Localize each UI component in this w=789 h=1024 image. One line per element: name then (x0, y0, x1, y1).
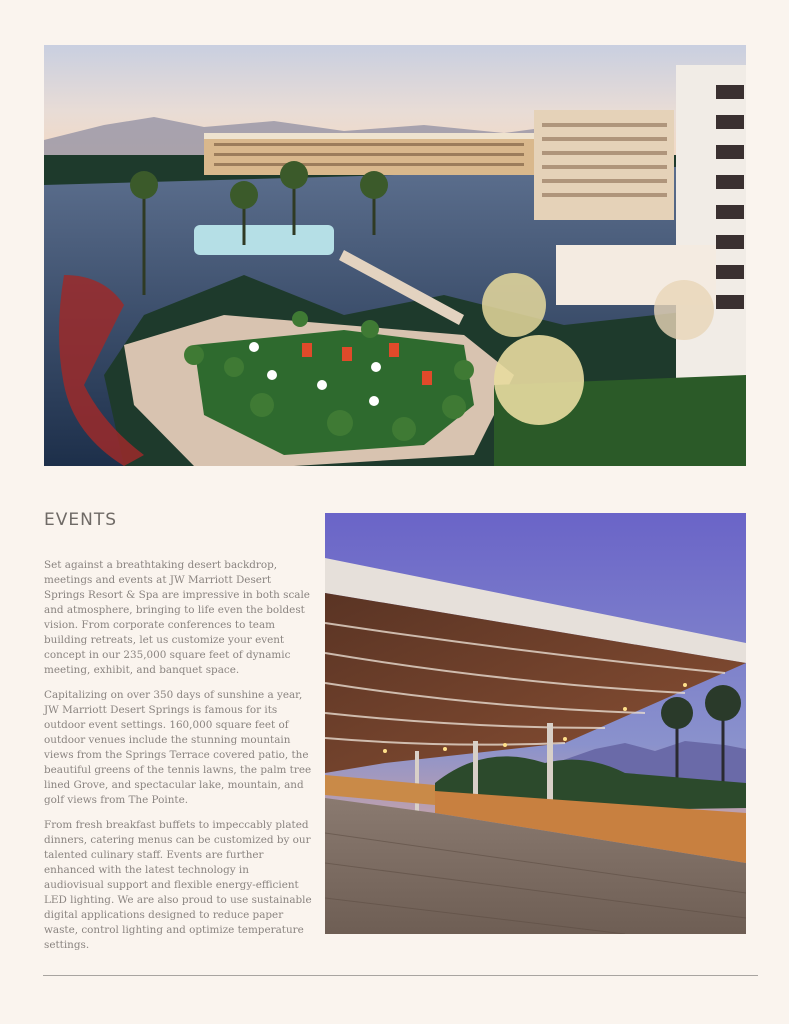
events-description (44, 558, 312, 963)
events-paragraph: Set against a breathtaking desert backdrop, meetings and events at JW Marriott Desert Springs Resort & Spa are impressive in both scale and atmosphere, bringing to life even the boldest vision. From corporate conferences to team building retreats, let us customize your event concept in our 235,000 square feet of dynamic meeting, exhibit, and banquet space. (44, 559, 310, 676)
springs-terrace-photo (325, 513, 746, 934)
events-heading: EVENTS (44, 510, 118, 530)
footer-divider (43, 975, 758, 976)
resort-aerial-photo (44, 45, 746, 466)
events-paragraph: Capitalizing on over 350 days of sunshine a year, JW Marriott Desert Springs is famous for its outdoor event settings. 160,000 square feet of outdoor venues include the stunning mountain views from the Springs Terrace covered patio, the beautiful greens of the tennis lawns, the palm tree lined Grove, and spectacular lake, mountain, and golf views from The Pointe. (44, 689, 312, 806)
events-paragraph: From fresh breakfast buffets to impeccably plated dinners, catering menus can be customized by our talented culinary staff. Events are further enhanced with the latest technology in audiovisual support and flexible energy-efficient LED lighting. We are also proud to use sustainable digital applications designed to reduce paper waste, control lighting and optimize temperature settings. (44, 819, 312, 951)
